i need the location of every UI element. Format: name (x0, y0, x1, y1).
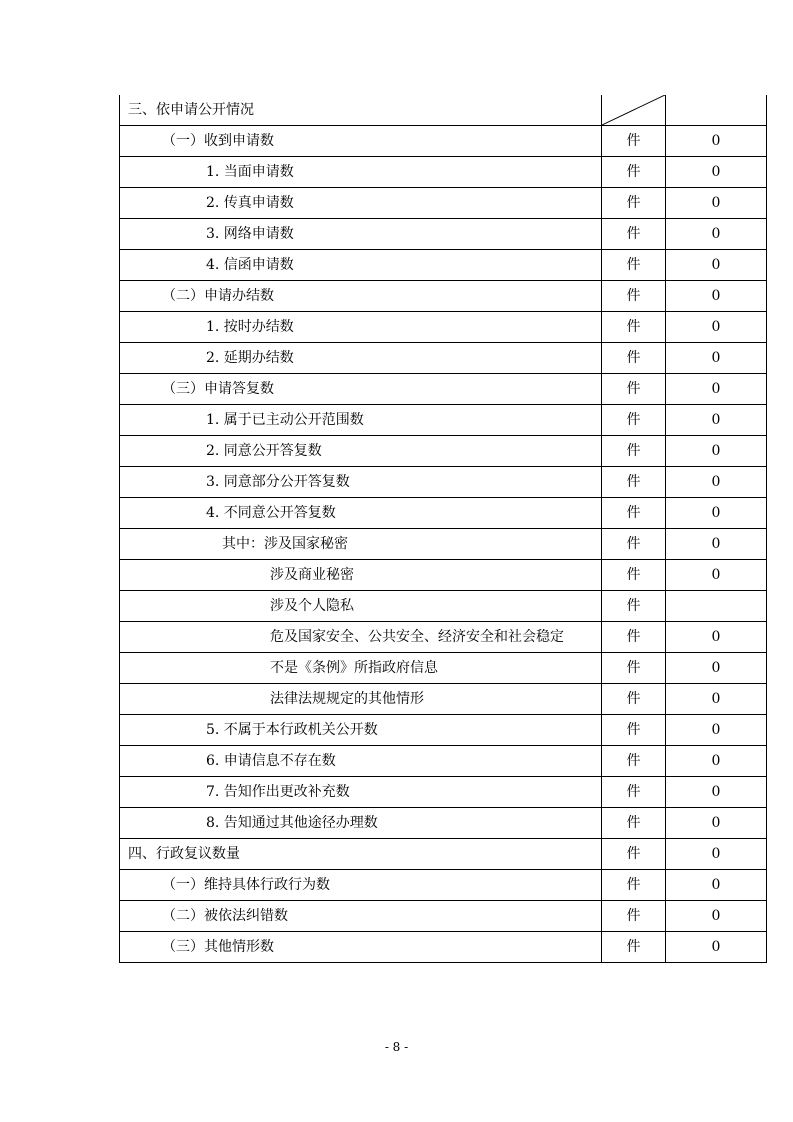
item-label: 危及国家安全、公共安全、经济安全和社会稳定 (120, 622, 602, 653)
item-label: 涉及商业秘密 (120, 560, 602, 591)
item-label: 4. 不同意公开答复数 (120, 498, 602, 529)
unit-cell: 件 (602, 157, 666, 188)
item-label: （二）被依法纠错数 (120, 901, 602, 932)
item-label: 1. 当面申请数 (120, 157, 602, 188)
value-cell: 0 (666, 870, 767, 901)
item-label: （一）维持具体行政行为数 (120, 870, 602, 901)
unit-cell: 件 (602, 498, 666, 529)
item-label: 5. 不属于本行政机关公开数 (120, 715, 602, 746)
item-label: 法律法规规定的其他情形 (120, 684, 602, 715)
table-row (120, 746, 767, 777)
table-row (120, 715, 767, 746)
value-cell: 0 (666, 839, 767, 870)
table-row (120, 126, 767, 157)
item-label: 4. 信函申请数 (120, 250, 602, 281)
value-cell: 0 (666, 405, 767, 436)
value-cell: 0 (666, 777, 767, 808)
item-label: 3. 网络申请数 (120, 219, 602, 250)
item-label: 2. 延期办结数 (120, 343, 602, 374)
item-label: （一）收到申请数 (120, 126, 602, 157)
value-cell: 0 (666, 281, 767, 312)
value-cell (666, 591, 767, 622)
table-row (120, 622, 767, 653)
value-cell: 0 (666, 436, 767, 467)
value-cell: 0 (666, 467, 767, 498)
value-cell: 0 (666, 529, 767, 560)
value-cell: 0 (666, 126, 767, 157)
item-label: （三）其他情形数 (120, 932, 602, 963)
table-row (120, 343, 767, 374)
table-body (120, 95, 767, 963)
unit-cell: 件 (602, 653, 666, 684)
unit-cell: 件 (602, 684, 666, 715)
value-cell: 0 (666, 498, 767, 529)
unit-cell: 件 (602, 529, 666, 560)
table-row (120, 157, 767, 188)
table-row (120, 684, 767, 715)
table-row (120, 188, 767, 219)
item-label: 1. 属于已主动公开范围数 (120, 405, 602, 436)
value-cell: 0 (666, 653, 767, 684)
table-row (120, 498, 767, 529)
unit-cell: 件 (602, 839, 666, 870)
item-label: 3. 同意部分公开答复数 (120, 467, 602, 498)
value-cell: 0 (666, 901, 767, 932)
diagonal-slash-cell (602, 95, 666, 126)
unit-cell: 件 (602, 374, 666, 405)
table-row (120, 653, 767, 684)
value-cell: 0 (666, 932, 767, 963)
table-row (120, 95, 767, 126)
unit-cell: 件 (602, 715, 666, 746)
value-cell: 0 (666, 312, 767, 343)
unit-cell: 件 (602, 126, 666, 157)
diagonal-line (602, 95, 665, 125)
unit-cell: 件 (602, 219, 666, 250)
empty-value-cell (666, 95, 767, 126)
table-row (120, 219, 767, 250)
table-row (120, 808, 767, 839)
item-label: 其中：涉及国家秘密 (120, 529, 602, 560)
value-cell: 0 (666, 560, 767, 591)
unit-cell: 件 (602, 436, 666, 467)
value-cell: 0 (666, 622, 767, 653)
value-cell: 0 (666, 715, 767, 746)
table-row (120, 281, 767, 312)
table-row (120, 560, 767, 591)
table-row (120, 777, 767, 808)
item-label: 2. 传真申请数 (120, 188, 602, 219)
value-cell: 0 (666, 746, 767, 777)
unit-cell: 件 (602, 188, 666, 219)
unit-cell: 件 (602, 312, 666, 343)
unit-cell: 件 (602, 808, 666, 839)
item-label: 三、依申请公开情况 (120, 95, 602, 126)
item-label: （二）申请办结数 (120, 281, 602, 312)
value-cell: 0 (666, 374, 767, 405)
table-row (120, 932, 767, 963)
item-label: 2. 同意公开答复数 (120, 436, 602, 467)
value-cell: 0 (666, 808, 767, 839)
table-row (120, 467, 767, 498)
unit-cell: 件 (602, 622, 666, 653)
item-label: 7. 告知作出更改补充数 (120, 777, 602, 808)
table-row (120, 839, 767, 870)
unit-cell: 件 (602, 901, 666, 932)
unit-cell: 件 (602, 343, 666, 374)
unit-cell: 件 (602, 591, 666, 622)
item-label: 6. 申请信息不存在数 (120, 746, 602, 777)
item-label: 1. 按时办结数 (120, 312, 602, 343)
unit-cell: 件 (602, 870, 666, 901)
item-label: （三）申请答复数 (120, 374, 602, 405)
table-row (120, 405, 767, 436)
table-row (120, 529, 767, 560)
statistics-table (119, 95, 767, 963)
table-row (120, 901, 767, 932)
item-label: 8. 告知通过其他途径办理数 (120, 808, 602, 839)
page-number: - 8 - (384, 1040, 409, 1054)
table-row (120, 312, 767, 343)
unit-cell: 件 (602, 777, 666, 808)
item-label: 四、行政复议数量 (120, 839, 602, 870)
unit-cell: 件 (602, 405, 666, 436)
value-cell: 0 (666, 250, 767, 281)
table-row (120, 374, 767, 405)
value-cell: 0 (666, 157, 767, 188)
value-cell: 0 (666, 343, 767, 374)
unit-cell: 件 (602, 560, 666, 591)
item-label: 涉及个人隐私 (120, 591, 602, 622)
unit-cell: 件 (602, 932, 666, 963)
unit-cell: 件 (602, 746, 666, 777)
value-cell: 0 (666, 684, 767, 715)
table-row (120, 870, 767, 901)
item-label: 不是《条例》所指政府信息 (120, 653, 602, 684)
table-row (120, 591, 767, 622)
unit-cell: 件 (602, 250, 666, 281)
value-cell: 0 (666, 188, 767, 219)
value-cell: 0 (666, 219, 767, 250)
table-row (120, 250, 767, 281)
table-row (120, 436, 767, 467)
unit-cell: 件 (602, 467, 666, 498)
unit-cell: 件 (602, 281, 666, 312)
